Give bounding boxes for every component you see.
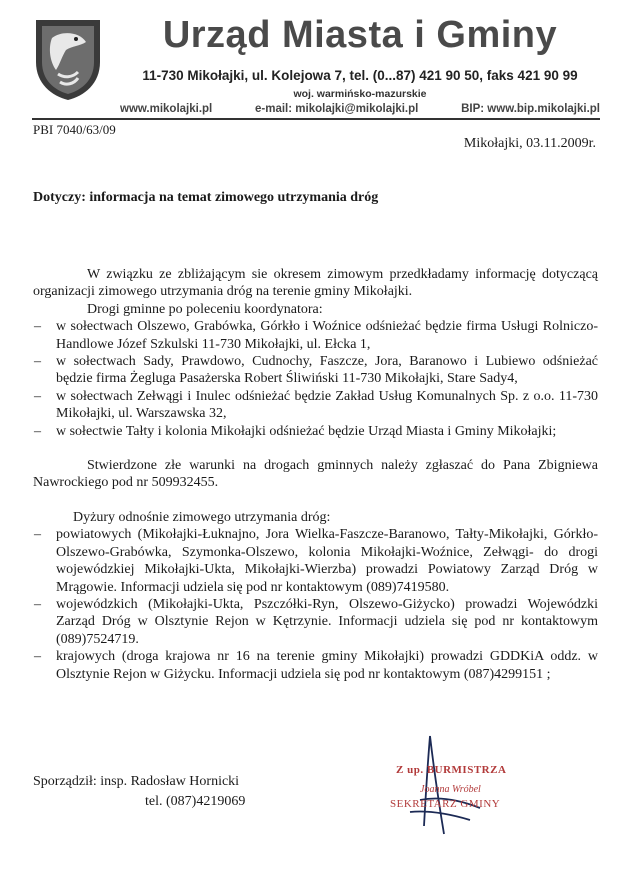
coat-of-arms-icon [32,16,104,102]
list-item: – powiatowych (Mikołajki-Łuknajno, Jora Wielka-Faszcze-Baranowo, Tałty-Mikołajki, Górkło-Olszewo-Grabówka, Szymonka-Olszewo, kolonia Mikołajki-Woźnice, Zełwągi- do drogi wojewódzkiej Mikołajki-Ukta, Mikołajki-Wierzba) prowadzi Powiatowy Zarząd Dróg w Mrągowie. Informacji udziela się pod nr kontaktowym (089)7419580. [33,526,598,596]
subject-line: Dotyczy: informacja na temat zimowego utrzymania dróg [33,190,379,205]
stamp-line-1: Z up. BURMISTRZA [396,764,507,776]
office-address: 11-730 Mikołajki, ul. Kolejowa 7, tel. (0...87) 421 90 50, faks 421 90 99 [142,68,578,83]
signature-stamp [390,760,530,820]
email-link[interactable]: e-mail: mikolajki@mikolajki.pl [255,103,419,115]
letter-body [33,266,598,683]
stamp-line-3: SEKRETARZ GMINY [390,798,501,810]
list-item: – w sołectwie Tałty i kolonia Mikołajki odśnieżać będzie Urząd Miasta i Gminy Mikołajki; [33,423,598,440]
report-paragraph: Stwierdzone złe warunki na drogach gminnych należy zgłaszać do Pana Zbigniewa Nawrockiego pod nr 509932455. [33,458,598,491]
office-region: woj. warmińsko-mazurskie [293,88,427,100]
list-item: – w sołectwach Zełwągi i Inulec odśnieżać będzie Zakład Usług Komunalnych Sp. z o.o. 11-730 Mikołajki, ul. Warszawska 32, [33,388,598,423]
roads-intro: Drogi gminne po poleceniu koordynatora: [87,301,323,317]
place-date: Mikołajki, 03.11.2009r. [463,136,596,151]
author-phone: tel. (087)4219069 [145,794,246,809]
list-item: – wojewódzkich (Mikołajki-Ukta, Pszczółki-Ryn, Olszewo-Giżycko) prowadzi Wojewódzki Zarząd Dróg w Olsztynie Rejon w Kętrzynie. Informacji udziela się pod nr kontaktowym (089)7524719. [33,596,598,648]
website-link[interactable]: www.mikolajki.pl [120,103,213,115]
office-name: Urząd Miasta i Gminy [162,14,558,56]
author-block [33,772,245,812]
duty-list [33,526,598,683]
list-item: – krajowych (droga krajowa nr 16 na terenie gminy Mikołajki) prowadzi GDDKiA oddz. w Olsztynie Rejon w Giżycku. Informacji udziela się pod nr kontaktowym (087)4299151 ; [33,648,598,683]
roads-list [33,318,598,440]
office-contacts [120,103,600,115]
reference-number: PBI 7040/63/09 [33,122,116,137]
list-item: – w sołectwach Sady, Prawdowo, Cudnochy, Faszcze, Jora, Baranowo i Lubiewo odśnieżać będzie firma Żegluga Pasażerska Robert Śliwiński 11-730 Mikołajki, Stare Sady4, [33,353,598,388]
intro-paragraph: W związku ze zbliżającym sie okresem zimowym przedkładamy informację dotyczącą organizacji zimowego utrzymania dróg na terenie gminy Mikołajki. [33,267,598,300]
duty-intro: Dyżury odnośnie zimowego utrzymania dróg: [73,509,331,525]
stamp-name: Joanna Wróbel [420,784,481,795]
author-name: Sporządził: insp. Radosław Hornicki [33,774,240,789]
letterhead [32,10,600,120]
list-item: – w sołectwach Olszewo, Grabówka, Górkło i Woźnice odśnieżać będzie firma Usługi Rolniczo-Handlowe Józef Szkulski 11-730 Mikołajki, ul. Ełcka 1, [33,318,598,353]
bip-link[interactable]: BIP: www.bip.mikolajki.pl [461,103,600,115]
